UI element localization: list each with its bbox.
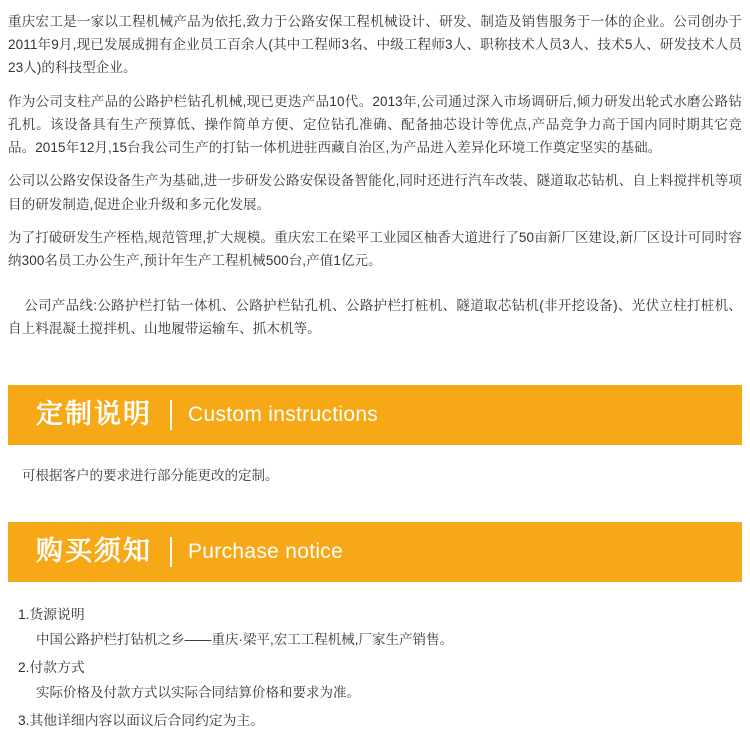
purchase-notice-title-cn: 购买须知 <box>36 536 152 567</box>
notice-item-title: 2.付款方式 <box>18 659 85 675</box>
spacer <box>8 351 742 385</box>
custom-instructions-body: 可根据客户的要求进行部分能更改的定制。 <box>22 467 279 483</box>
intro-paragraph-3: 公司以公路安保设备生产为基础,进一步研发公路安保设备智能化,同时还进行汽车改装、隧道取芯钻机、自上料搅拌机等项目的研发制造,促进企业升级和多元化发展。 <box>8 173 742 212</box>
list-item <box>8 655 742 706</box>
purchase-notice-title-en: Purchase notice <box>188 540 344 564</box>
spacer <box>8 445 742 465</box>
spacer <box>8 282 742 294</box>
notice-item-body: 中国公路护栏打钻机之乡——重庆·梁平,宏工工程机械,厂家生产销售。 <box>36 631 453 647</box>
spacer <box>8 582 742 602</box>
list-item <box>8 708 742 734</box>
custom-instructions-title-cn: 定制说明 <box>36 399 152 430</box>
list-item <box>8 602 742 653</box>
purchase-notice-banner <box>8 522 742 582</box>
notice-item-title: 1.货源说明 <box>18 606 85 622</box>
notice-item-title: 3.其他详细内容以面议后合同约定为主。 <box>18 712 265 728</box>
spacer <box>8 488 742 522</box>
purchase-notice-list <box>8 602 742 734</box>
product-line-paragraph: 公司产品线:公路护栏打钻一体机、公路护栏钻孔机、公路护栏打桩机、隧道取芯钻机(非开挖设备)、光伏立柱打桩机、自上料混凝土搅拌机、山地履带运输车、抓木机等。 <box>8 298 742 337</box>
custom-instructions-title-en: Custom instructions <box>188 403 379 427</box>
intro-paragraph-2: 作为公司支柱产品的公路护栏钻孔机械,现已更迭产品10代。2013年,公司通过深入市场调研后,倾力研发出轮式水磨公路钻孔机。该设备具有生产预算低、操作简单方便、定位钻孔准确、配备抽芯设计等优点,产品竞争力高于国内同时期其它竞品。2015年12月,15台我公司生产的打钻一体机进驻西藏自治区,为产品进入差异化环境工作奠定坚实的基础。 <box>8 93 742 156</box>
banner-divider <box>170 400 172 430</box>
custom-instructions-banner <box>8 385 742 445</box>
notice-item-body: 实际价格及付款方式以实际合同结算价格和要求为准。 <box>36 684 360 700</box>
intro-paragraph-1: 重庆宏工是一家以工程机械产品为依托,致力于公路安保工程机械设计、研发、制造及销售服务于一体的企业。公司创办于2011年9月,现已发展成拥有企业员工百余人(其中工程师3名、中级工程师3人、职称技术人员3人、技术5人、研发技术人员23人)的科技型企业。 <box>8 14 742 76</box>
banner-divider <box>170 537 172 567</box>
intro-paragraph-4: 为了打破研发生产桎梏,规范管理,扩大规模。重庆宏工在梁平工业园区柚香大道进行了50亩新厂区建设,新厂区设计可同时容纳300名员工办公生产,预计年生产工程机械500台,产值1亿元。 <box>8 229 742 268</box>
